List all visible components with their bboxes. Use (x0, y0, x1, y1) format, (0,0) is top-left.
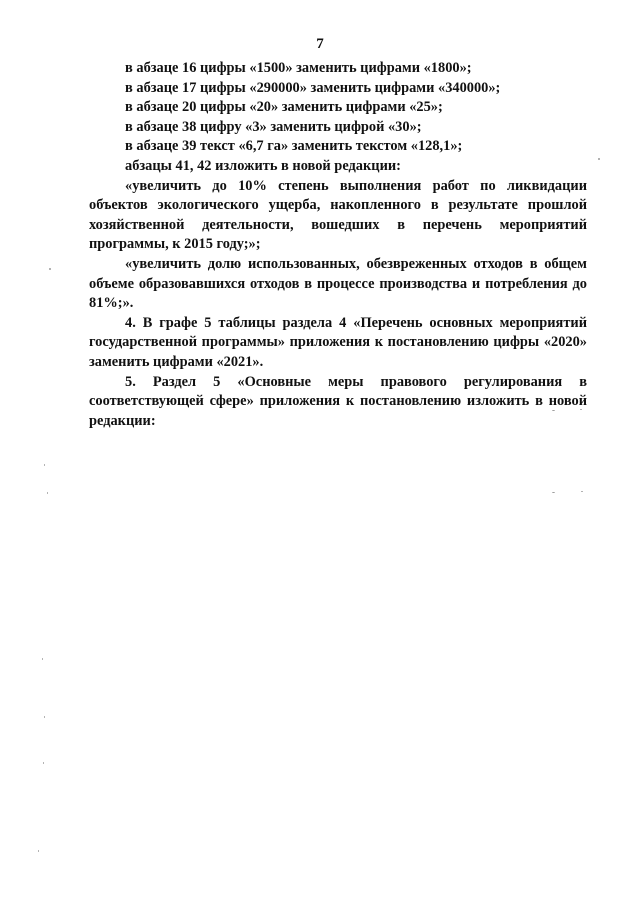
paragraph-3: 4. В графе 5 таблицы раздела 4 «Перечень основных мероприятий государственной программы» приложения к постановлению цифры «2020» заменить цифрами «2021». (89, 314, 587, 370)
amendment-line-3: в абзаце 20 цифры «20» заменить цифрами «25»; (125, 99, 443, 116)
scan-speck (42, 658, 43, 660)
scan-speck (49, 268, 51, 270)
scan-speck (581, 491, 583, 492)
scan-speck (552, 410, 555, 411)
amendment-line-2: в абзаце 17 цифры «290000» заменить цифрами «340000»; (125, 79, 501, 96)
scan-speck (580, 409, 582, 410)
scan-speck (552, 492, 555, 493)
scan-speck (598, 158, 600, 160)
document-body (89, 59, 587, 431)
paragraph-2: «увеличить долю использованных, обезвреженных отходов в общем объеме образовавшихся отходов в процессе производства и потребления до 81%;». (89, 255, 587, 312)
paragraph-1: «увеличить до 10% степень выполнения работ по ликвидации объектов экологического ущерба, накопленного в результате прошлой хозяйственной деятельности, вошедших в перечень мероприятий программы, к 2015 году;»; (89, 177, 587, 253)
scan-speck (44, 464, 45, 466)
paragraph-4: 5. Раздел 5 «Основные меры правового регулирования в соответствующей сфере» приложения к постановлению изложить в новой редакции: (89, 373, 587, 429)
scan-speck (47, 492, 48, 494)
scan-speck (38, 850, 39, 852)
amendment-line-5: в абзаце 39 текст «6,7 га» заменить текстом «128,1»; (125, 138, 463, 155)
amendment-line-6: абзацы 41, 42 изложить в новой редакции: (125, 157, 401, 174)
amendment-line-4: в абзаце 38 цифру «3» заменить цифрой «30»; (125, 118, 422, 135)
scan-speck (43, 762, 44, 764)
scan-speck (44, 716, 45, 718)
page-number: 7 (316, 36, 324, 52)
amendment-line-1: в абзаце 16 цифры «1500» заменить цифрами «1800»; (125, 60, 472, 76)
